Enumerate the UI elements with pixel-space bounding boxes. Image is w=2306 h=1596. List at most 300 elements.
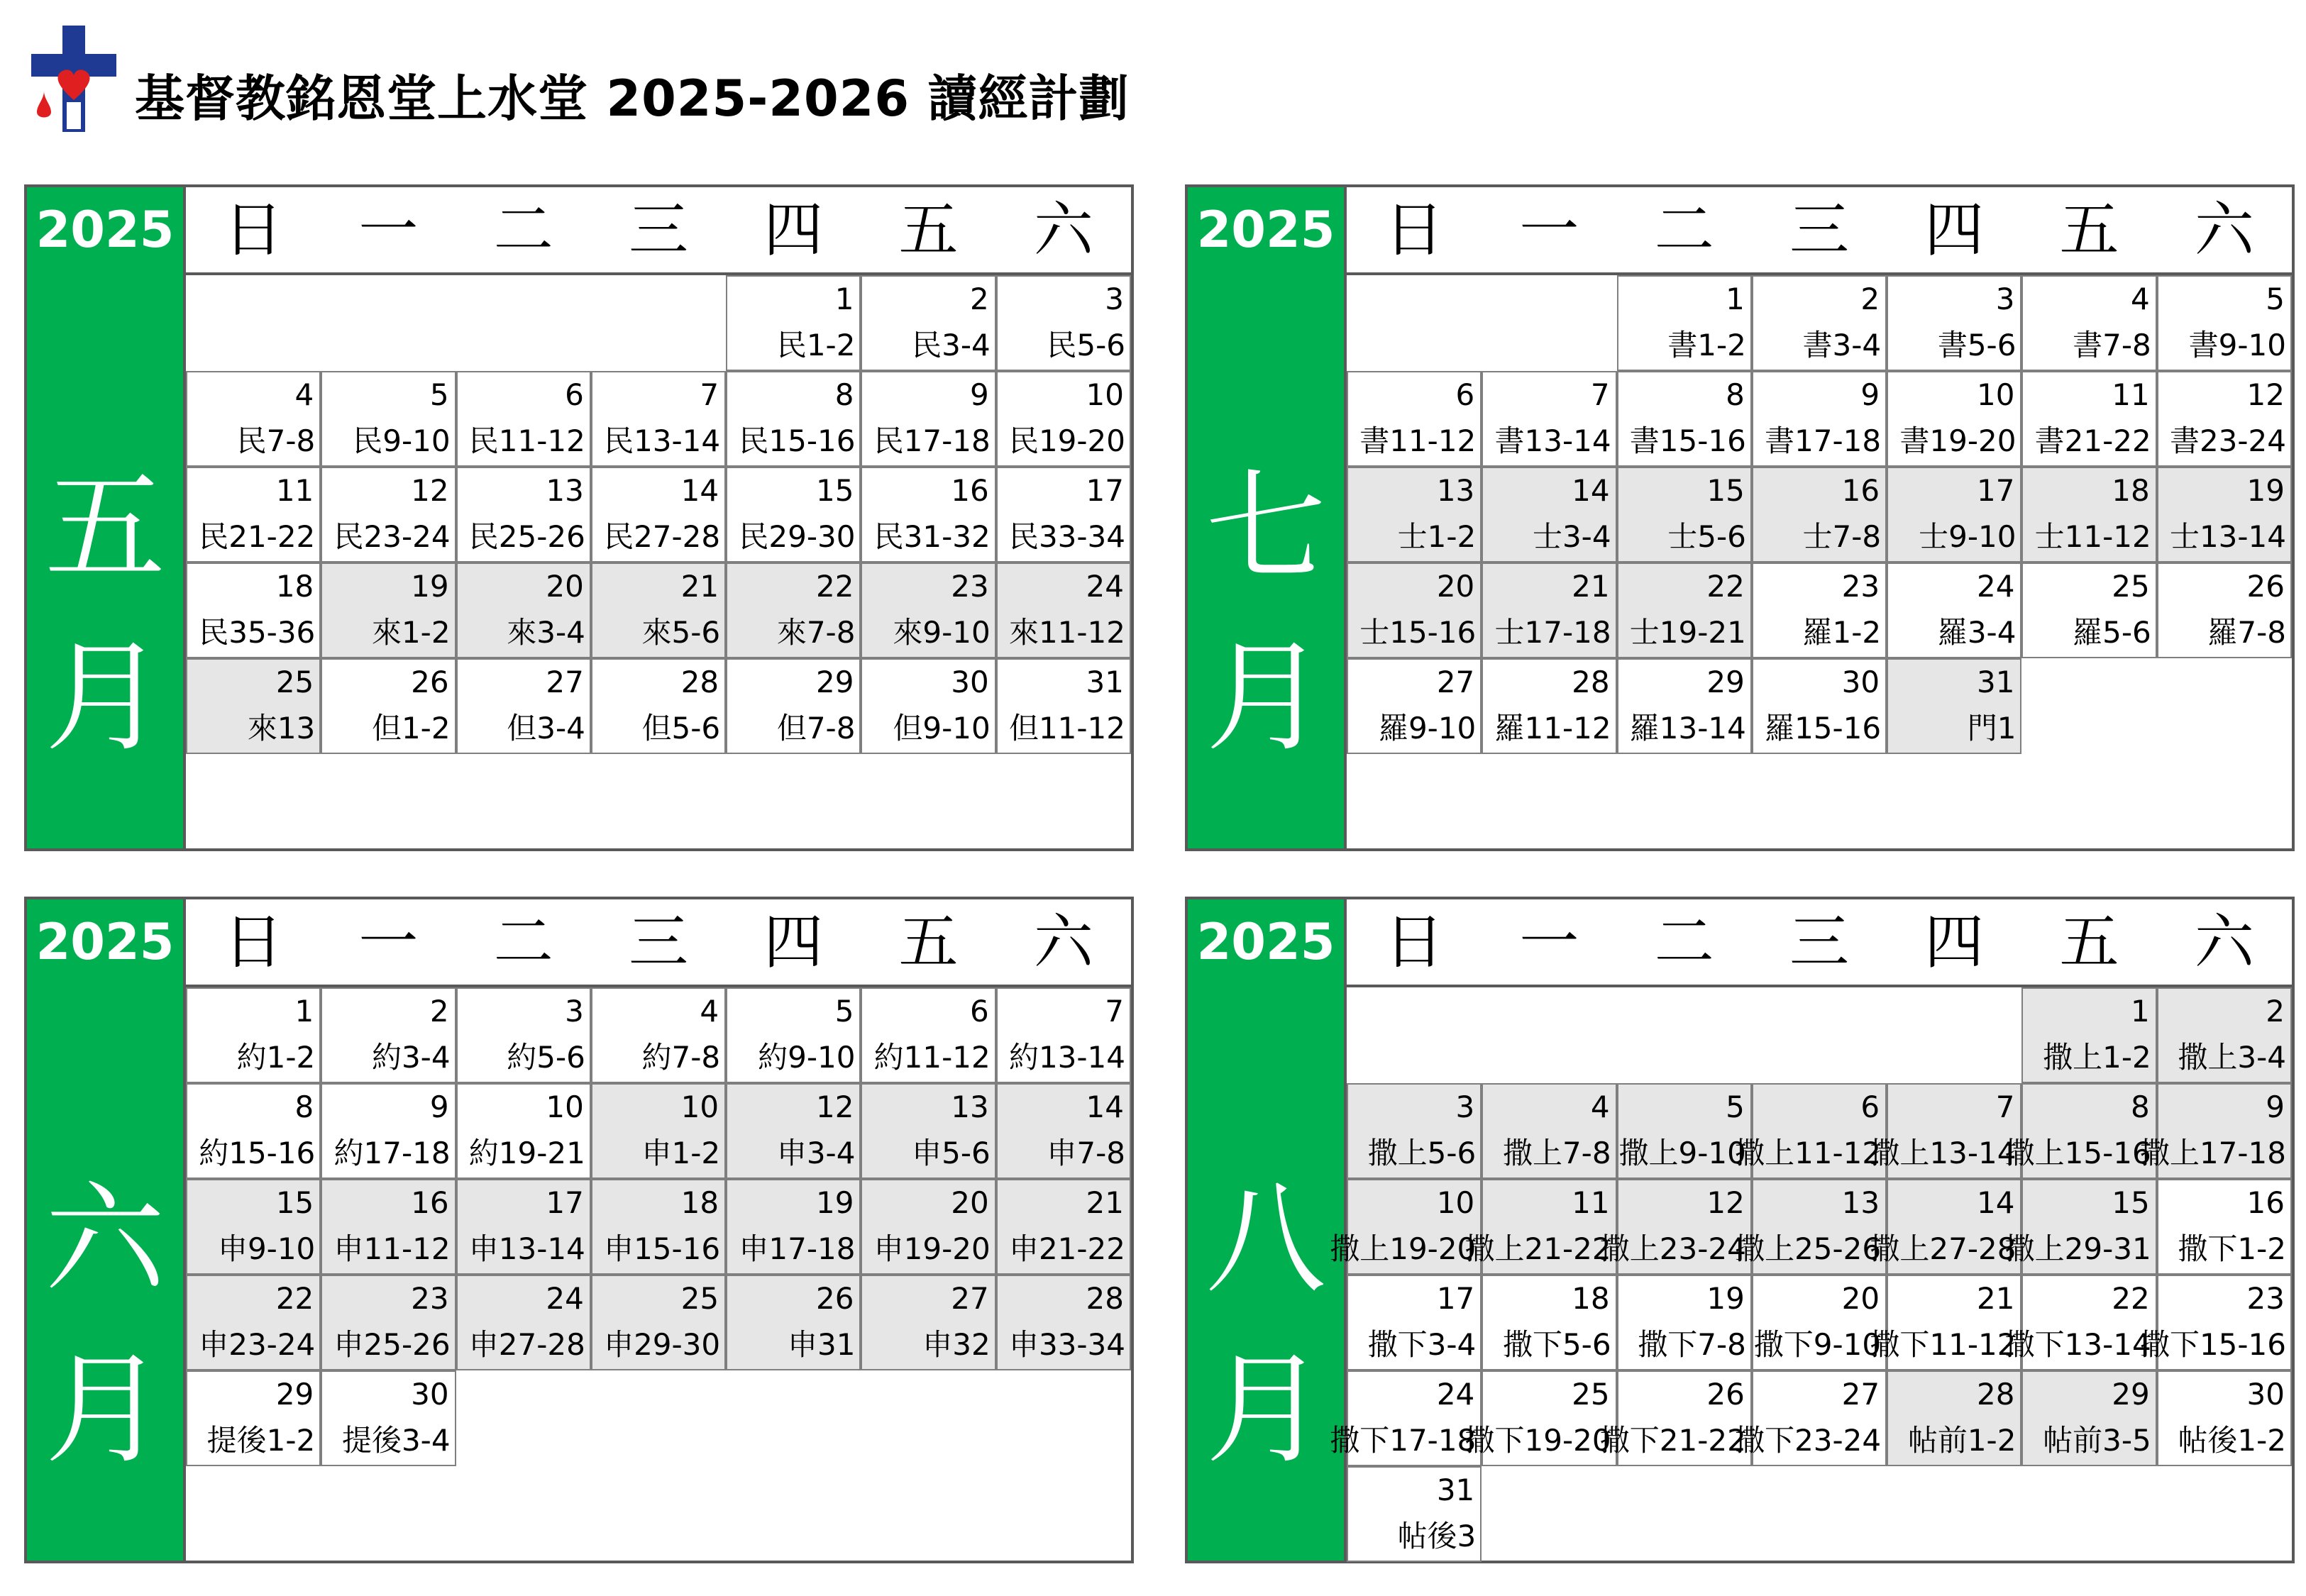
day-cell bbox=[1887, 1370, 2021, 1466]
day-number: 23 bbox=[2246, 1281, 2285, 1316]
day-cell bbox=[861, 658, 995, 754]
day-cell bbox=[456, 1179, 591, 1275]
reading-assignment: 民33-34 bbox=[1008, 519, 1125, 554]
day-number: 30 bbox=[411, 1377, 449, 1412]
reading-assignment: 申3-4 bbox=[776, 1136, 856, 1170]
day-number: 26 bbox=[815, 1281, 854, 1316]
day-number: 6 bbox=[969, 994, 989, 1029]
day-cell bbox=[726, 275, 861, 371]
day-number: 20 bbox=[951, 1185, 989, 1220]
reading-assignment: 提後3-4 bbox=[341, 1423, 451, 1458]
reading-assignment: 民11-12 bbox=[468, 423, 585, 458]
reading-assignment: 士9-10 bbox=[1919, 519, 2017, 554]
day-cell bbox=[1887, 563, 2021, 658]
day-number: 3 bbox=[1105, 282, 1124, 316]
reading-assignment: 羅5-6 bbox=[2073, 615, 2151, 650]
day-number: 5 bbox=[1726, 1090, 1745, 1124]
day-cell bbox=[456, 1275, 591, 1370]
day-cell bbox=[186, 563, 321, 658]
day-cell bbox=[861, 1083, 995, 1179]
day-cell bbox=[996, 987, 1131, 1083]
day-number: 6 bbox=[1455, 377, 1475, 412]
reading-assignment: 但11-12 bbox=[1008, 711, 1125, 746]
day-cell bbox=[1752, 563, 1887, 658]
reading-assignment: 帖後3 bbox=[1397, 1519, 1477, 1553]
day-cell bbox=[2157, 467, 2292, 563]
day-cell bbox=[321, 563, 456, 658]
reading-assignment: 書19-20 bbox=[1899, 423, 2017, 458]
day-cell bbox=[1735, 1370, 1887, 1466]
day-number: 10 bbox=[546, 1090, 584, 1124]
day-number: 24 bbox=[1086, 569, 1124, 604]
day-number: 23 bbox=[951, 569, 989, 604]
day-number: 1 bbox=[2130, 994, 2150, 1029]
day-number: 28 bbox=[1976, 1377, 2015, 1412]
day-number: 24 bbox=[1436, 1377, 1475, 1412]
day-cell bbox=[1887, 658, 2021, 754]
day-number: 27 bbox=[1436, 665, 1475, 699]
reading-assignment: 但9-10 bbox=[893, 711, 991, 746]
day-number: 1 bbox=[1726, 282, 1745, 316]
day-number: 26 bbox=[411, 665, 449, 699]
reading-assignment: 撒上29-31 bbox=[2004, 1231, 2151, 1266]
reading-assignment: 民27-28 bbox=[604, 519, 721, 554]
day-number: 15 bbox=[815, 473, 854, 508]
day-cell bbox=[1464, 1179, 1616, 1275]
weekday-mon: 一 bbox=[358, 195, 419, 265]
day-cell bbox=[861, 987, 995, 1083]
reading-assignment: 約5-6 bbox=[507, 1040, 585, 1075]
weekday-mon: 一 bbox=[1519, 907, 1579, 977]
day-number: 24 bbox=[546, 1281, 584, 1316]
reading-assignment: 羅7-8 bbox=[2207, 615, 2286, 650]
reading-assignment: 約3-4 bbox=[371, 1040, 451, 1075]
reading-assignment: 來3-4 bbox=[507, 615, 585, 650]
year-label: 2025 bbox=[35, 913, 175, 971]
reading-assignment: 撒上3-4 bbox=[2178, 1040, 2286, 1075]
reading-assignment: 撒下5-6 bbox=[1502, 1327, 1611, 1362]
day-number: 30 bbox=[2246, 1377, 2285, 1412]
day-cell bbox=[996, 467, 1131, 563]
day-number: 29 bbox=[275, 1377, 314, 1412]
day-number: 27 bbox=[1841, 1377, 1880, 1412]
reading-assignment: 撒上7-8 bbox=[1502, 1136, 1611, 1170]
day-cell bbox=[726, 371, 861, 467]
day-number: 17 bbox=[1976, 473, 2015, 508]
reading-assignment: 但7-8 bbox=[776, 711, 856, 746]
reading-assignment: 撒下17-18 bbox=[1330, 1423, 1477, 1458]
reading-assignment: 撒下1-2 bbox=[2178, 1231, 2286, 1266]
reading-assignment: 士13-14 bbox=[2169, 519, 2286, 554]
day-number: 10 bbox=[1086, 377, 1124, 412]
reading-assignment: 書15-16 bbox=[1629, 423, 1746, 458]
day-cell bbox=[1347, 371, 1482, 467]
weekday-fri: 五 bbox=[898, 907, 959, 977]
day-cell bbox=[1887, 467, 2021, 563]
weekday-tue: 二 bbox=[493, 195, 553, 265]
day-cell bbox=[726, 467, 861, 563]
reading-assignment: 申19-20 bbox=[873, 1231, 991, 1266]
reading-assignment: 撒下21-22 bbox=[1599, 1423, 1746, 1458]
day-cell bbox=[1617, 1275, 1752, 1370]
day-cell bbox=[591, 1275, 726, 1370]
weekday-thu: 四 bbox=[763, 195, 824, 265]
day-cell bbox=[2021, 987, 2156, 1083]
day-number: 25 bbox=[275, 665, 314, 699]
day-number: 3 bbox=[1455, 1090, 1475, 1124]
day-cell bbox=[321, 658, 456, 754]
reading-assignment: 民9-10 bbox=[353, 423, 451, 458]
day-number: 22 bbox=[275, 1281, 314, 1316]
day-number: 31 bbox=[1086, 665, 1124, 699]
day-cell bbox=[2139, 1083, 2292, 1179]
weekday-sun: 日 bbox=[1384, 907, 1445, 977]
day-cell bbox=[1617, 371, 1752, 467]
reading-assignment: 申32 bbox=[922, 1327, 991, 1362]
day-cell bbox=[726, 1275, 861, 1370]
day-number: 25 bbox=[680, 1281, 719, 1316]
day-cell bbox=[996, 371, 1131, 467]
day-number: 31 bbox=[1976, 665, 2015, 699]
day-cell bbox=[456, 658, 591, 754]
day-number: 30 bbox=[951, 665, 989, 699]
day-number: 20 bbox=[1436, 569, 1475, 604]
day-cell bbox=[726, 987, 861, 1083]
day-number: 11 bbox=[275, 473, 314, 508]
weekday-sun: 日 bbox=[1384, 195, 1445, 265]
day-cell bbox=[1347, 1083, 1482, 1179]
day-number: 4 bbox=[700, 994, 719, 1029]
day-number: 13 bbox=[1841, 1185, 1880, 1220]
day-cell bbox=[456, 467, 591, 563]
reading-assignment: 約15-16 bbox=[199, 1136, 316, 1170]
reading-assignment: 約7-8 bbox=[641, 1040, 721, 1075]
day-grid bbox=[186, 187, 1131, 848]
day-number: 27 bbox=[951, 1281, 989, 1316]
day-number: 24 bbox=[1976, 569, 2015, 604]
reading-assignment: 撒上15-16 bbox=[2004, 1136, 2151, 1170]
day-number: 8 bbox=[834, 377, 854, 412]
day-cell bbox=[1752, 467, 1887, 563]
reading-assignment: 撒上11-12 bbox=[1735, 1136, 1882, 1170]
day-cell bbox=[726, 658, 861, 754]
day-cell bbox=[1330, 1370, 1482, 1466]
day-number: 7 bbox=[1105, 994, 1124, 1029]
day-cell bbox=[1752, 1275, 1887, 1370]
reading-assignment: 約19-21 bbox=[468, 1136, 585, 1170]
reading-assignment: 撒上21-22 bbox=[1464, 1231, 1611, 1266]
day-number: 3 bbox=[1995, 282, 2015, 316]
day-cell bbox=[1870, 1179, 2021, 1275]
reading-assignment: 撒上25-26 bbox=[1735, 1231, 1882, 1266]
reading-assignment: 民25-26 bbox=[468, 519, 585, 554]
cross-heart-church-logo-icon bbox=[31, 26, 116, 132]
day-number: 11 bbox=[2112, 377, 2150, 412]
day-number: 20 bbox=[546, 569, 584, 604]
day-number: 23 bbox=[411, 1281, 449, 1316]
weekday-tue: 二 bbox=[1654, 195, 1714, 265]
weekday-mon: 一 bbox=[1519, 195, 1579, 265]
day-cell bbox=[1752, 371, 1887, 467]
day-cell bbox=[456, 563, 591, 658]
day-number: 18 bbox=[2112, 473, 2150, 508]
reading-assignment: 士3-4 bbox=[1532, 519, 1611, 554]
reading-assignment: 申5-6 bbox=[912, 1136, 991, 1170]
day-number: 26 bbox=[1706, 1377, 1745, 1412]
reading-assignment: 來1-2 bbox=[371, 615, 451, 650]
reading-assignment: 申33-34 bbox=[1008, 1327, 1125, 1362]
weekday-fri: 五 bbox=[898, 195, 959, 265]
day-grid bbox=[186, 899, 1131, 1561]
day-number: 13 bbox=[1436, 473, 1475, 508]
reading-assignment: 士5-6 bbox=[1667, 519, 1746, 554]
reading-assignment: 申23-24 bbox=[199, 1327, 316, 1362]
reading-assignment: 約17-18 bbox=[333, 1136, 451, 1170]
weekday-sat: 六 bbox=[1033, 195, 1093, 265]
day-cell bbox=[861, 467, 995, 563]
reading-assignment: 民31-32 bbox=[873, 519, 991, 554]
day-cell bbox=[2021, 563, 2156, 658]
day-number: 28 bbox=[1086, 1281, 1124, 1316]
day-number: 22 bbox=[1706, 569, 1745, 604]
day-number: 17 bbox=[546, 1185, 584, 1220]
day-cell bbox=[456, 371, 591, 467]
day-number: 27 bbox=[546, 665, 584, 699]
day-number: 29 bbox=[815, 665, 854, 699]
reading-assignment: 來5-6 bbox=[641, 615, 721, 650]
day-number: 12 bbox=[1706, 1185, 1745, 1220]
month-sidebar bbox=[1188, 899, 1347, 1561]
day-number: 4 bbox=[1590, 1090, 1610, 1124]
day-number: 7 bbox=[1590, 377, 1610, 412]
weekday-tue: 二 bbox=[493, 907, 553, 977]
reading-assignment: 來11-12 bbox=[1008, 615, 1125, 650]
day-cell bbox=[186, 1370, 321, 1466]
day-cell bbox=[456, 1083, 591, 1179]
reading-assignment: 帖前3-5 bbox=[2043, 1423, 2151, 1458]
reading-assignment: 但5-6 bbox=[641, 711, 721, 746]
day-cell bbox=[996, 1275, 1131, 1370]
day-number: 30 bbox=[1841, 665, 1880, 699]
day-cell bbox=[186, 467, 321, 563]
day-cell bbox=[591, 1083, 726, 1179]
reading-assignment: 來13 bbox=[247, 711, 316, 746]
day-number: 6 bbox=[1860, 1090, 1880, 1124]
reading-assignment: 門1 bbox=[1967, 711, 2017, 746]
day-number: 23 bbox=[1841, 569, 1880, 604]
day-cell bbox=[321, 1179, 456, 1275]
day-number: 12 bbox=[815, 1090, 854, 1124]
reading-assignment: 士19-21 bbox=[1629, 615, 1746, 650]
month-sidebar bbox=[27, 187, 186, 848]
day-number: 14 bbox=[1086, 1090, 1124, 1124]
reading-assignment: 申15-16 bbox=[604, 1231, 721, 1266]
day-cell bbox=[861, 371, 995, 467]
day-number: 9 bbox=[2266, 1090, 2285, 1124]
year-label: 2025 bbox=[1196, 913, 1335, 971]
reading-assignment: 但1-2 bbox=[371, 711, 451, 746]
reading-assignment: 民29-30 bbox=[739, 519, 856, 554]
reading-assignment: 羅15-16 bbox=[1765, 711, 1882, 746]
weekday-header bbox=[186, 187, 1131, 275]
day-cell bbox=[1870, 1083, 2021, 1179]
day-cell bbox=[726, 563, 861, 658]
weekday-tue: 二 bbox=[1654, 907, 1714, 977]
day-cell bbox=[1887, 371, 2021, 467]
day-number: 18 bbox=[1572, 1281, 1610, 1316]
reading-assignment: 約1-2 bbox=[236, 1040, 316, 1075]
month-label: 七月 bbox=[1205, 458, 1326, 768]
day-number: 21 bbox=[1572, 569, 1610, 604]
month-label: 六月 bbox=[44, 1170, 165, 1480]
reading-assignment: 羅9-10 bbox=[1378, 711, 1477, 746]
reading-assignment: 約9-10 bbox=[758, 1040, 856, 1075]
weekday-mon: 一 bbox=[358, 907, 419, 977]
reading-assignment: 羅3-4 bbox=[1937, 615, 2017, 650]
reading-assignment: 申7-8 bbox=[1047, 1136, 1125, 1170]
weekday-fri: 五 bbox=[2059, 195, 2119, 265]
day-number: 21 bbox=[680, 569, 719, 604]
year-label: 2025 bbox=[1196, 201, 1335, 259]
day-cell bbox=[996, 1179, 1131, 1275]
month-sidebar bbox=[27, 899, 186, 1561]
reading-assignment: 撒下7-8 bbox=[1638, 1327, 1746, 1362]
reading-assignment: 帖後1-2 bbox=[2178, 1423, 2286, 1458]
day-number: 2 bbox=[429, 994, 449, 1029]
day-cell bbox=[186, 987, 321, 1083]
reading-assignment: 申9-10 bbox=[217, 1231, 316, 1266]
reading-assignment: 撒上19-20 bbox=[1330, 1231, 1477, 1266]
day-number: 29 bbox=[2112, 1377, 2150, 1412]
day-number: 16 bbox=[411, 1185, 449, 1220]
reading-assignment: 撒下23-24 bbox=[1735, 1423, 1882, 1458]
day-number: 10 bbox=[1436, 1185, 1475, 1220]
day-cell bbox=[1735, 1083, 1887, 1179]
reading-assignment: 書17-18 bbox=[1765, 423, 1882, 458]
day-number: 13 bbox=[546, 473, 584, 508]
day-number: 16 bbox=[2246, 1185, 2285, 1220]
day-number: 3 bbox=[565, 994, 584, 1029]
day-cell bbox=[186, 1083, 321, 1179]
day-cell bbox=[1617, 563, 1752, 658]
reading-assignment: 約11-12 bbox=[873, 1040, 991, 1075]
day-number: 7 bbox=[1995, 1090, 2015, 1124]
day-cell bbox=[996, 275, 1131, 371]
day-number: 20 bbox=[1841, 1281, 1880, 1316]
day-cell bbox=[2139, 1275, 2292, 1370]
day-number: 2 bbox=[969, 282, 989, 316]
day-cell bbox=[186, 371, 321, 467]
day-number: 19 bbox=[411, 569, 449, 604]
day-number: 5 bbox=[429, 377, 449, 412]
reading-assignment: 民21-22 bbox=[199, 519, 316, 554]
day-number: 12 bbox=[411, 473, 449, 508]
day-cell bbox=[2157, 987, 2292, 1083]
day-number: 4 bbox=[294, 377, 314, 412]
reading-assignment: 羅13-14 bbox=[1629, 711, 1746, 746]
day-number: 7 bbox=[700, 377, 719, 412]
reading-assignment: 申17-18 bbox=[739, 1231, 856, 1266]
day-number: 2 bbox=[1860, 282, 1880, 316]
day-number: 28 bbox=[1572, 665, 1610, 699]
day-number: 5 bbox=[834, 994, 854, 1029]
reading-assignment: 士1-2 bbox=[1397, 519, 1477, 554]
day-cell bbox=[861, 1275, 995, 1370]
day-number: 9 bbox=[1860, 377, 1880, 412]
day-cell bbox=[996, 658, 1131, 754]
day-number: 11 bbox=[1572, 1185, 1610, 1220]
day-number: 19 bbox=[2246, 473, 2285, 508]
day-number: 21 bbox=[1976, 1281, 2015, 1316]
reading-assignment: 書11-12 bbox=[1359, 423, 1477, 458]
day-cell bbox=[2021, 467, 2156, 563]
day-cell bbox=[1347, 1275, 1482, 1370]
day-number: 28 bbox=[680, 665, 719, 699]
day-cell bbox=[321, 1083, 456, 1179]
reading-assignment: 書13-14 bbox=[1494, 423, 1611, 458]
reading-assignment: 民7-8 bbox=[236, 423, 316, 458]
weekday-thu: 四 bbox=[1924, 195, 1985, 265]
reading-assignment: 撒下15-16 bbox=[2139, 1327, 2286, 1362]
day-number: 19 bbox=[1706, 1281, 1745, 1316]
day-number: 2 bbox=[2266, 994, 2285, 1029]
day-number: 5 bbox=[2266, 282, 2285, 316]
day-number: 25 bbox=[1572, 1377, 1610, 1412]
day-cell bbox=[2021, 371, 2156, 467]
reading-assignment: 羅1-2 bbox=[1802, 615, 1882, 650]
day-cell bbox=[1482, 467, 1616, 563]
day-cell bbox=[1347, 1466, 1482, 1562]
reading-assignment: 帖前1-2 bbox=[1907, 1423, 2017, 1458]
weekday-wed: 三 bbox=[1789, 195, 1849, 265]
day-number: 4 bbox=[2130, 282, 2150, 316]
weekday-fri: 五 bbox=[2059, 907, 2119, 977]
calendar-month-may bbox=[24, 184, 1134, 851]
weekday-thu: 四 bbox=[763, 907, 824, 977]
day-cell bbox=[2004, 1083, 2156, 1179]
day-number: 16 bbox=[1841, 473, 1880, 508]
day-cell bbox=[2157, 371, 2292, 467]
day-cell bbox=[1617, 658, 1752, 754]
day-number: 15 bbox=[1706, 473, 1745, 508]
reading-assignment: 士7-8 bbox=[1802, 519, 1882, 554]
weekday-header bbox=[1347, 899, 2292, 987]
weekday-sun: 日 bbox=[224, 195, 284, 265]
reading-assignment: 撒上13-14 bbox=[1870, 1136, 2017, 1170]
weekday-wed: 三 bbox=[1789, 907, 1849, 977]
reading-assignment: 書23-24 bbox=[2169, 423, 2286, 458]
day-cell bbox=[996, 563, 1131, 658]
weekday-header bbox=[1347, 187, 2292, 275]
day-number: 10 bbox=[680, 1090, 719, 1124]
day-number: 14 bbox=[680, 473, 719, 508]
reading-assignment: 申11-12 bbox=[333, 1231, 451, 1266]
reading-assignment: 書5-6 bbox=[1937, 328, 2017, 362]
calendar-month-august bbox=[1185, 897, 2295, 1563]
day-number: 1 bbox=[294, 994, 314, 1029]
day-cell bbox=[1870, 1275, 2021, 1370]
day-cell bbox=[1482, 371, 1616, 467]
day-number: 8 bbox=[294, 1090, 314, 1124]
day-cell bbox=[321, 987, 456, 1083]
month-sidebar bbox=[1188, 187, 1347, 848]
reading-assignment: 約13-14 bbox=[1008, 1040, 1125, 1075]
page-title: 基督教銘恩堂上水堂 2025-2026 讀經計劃 bbox=[135, 70, 1130, 128]
day-number: 15 bbox=[2112, 1185, 2150, 1220]
day-cell bbox=[1752, 275, 1887, 371]
day-cell bbox=[726, 1083, 861, 1179]
day-cell bbox=[2157, 1179, 2292, 1275]
